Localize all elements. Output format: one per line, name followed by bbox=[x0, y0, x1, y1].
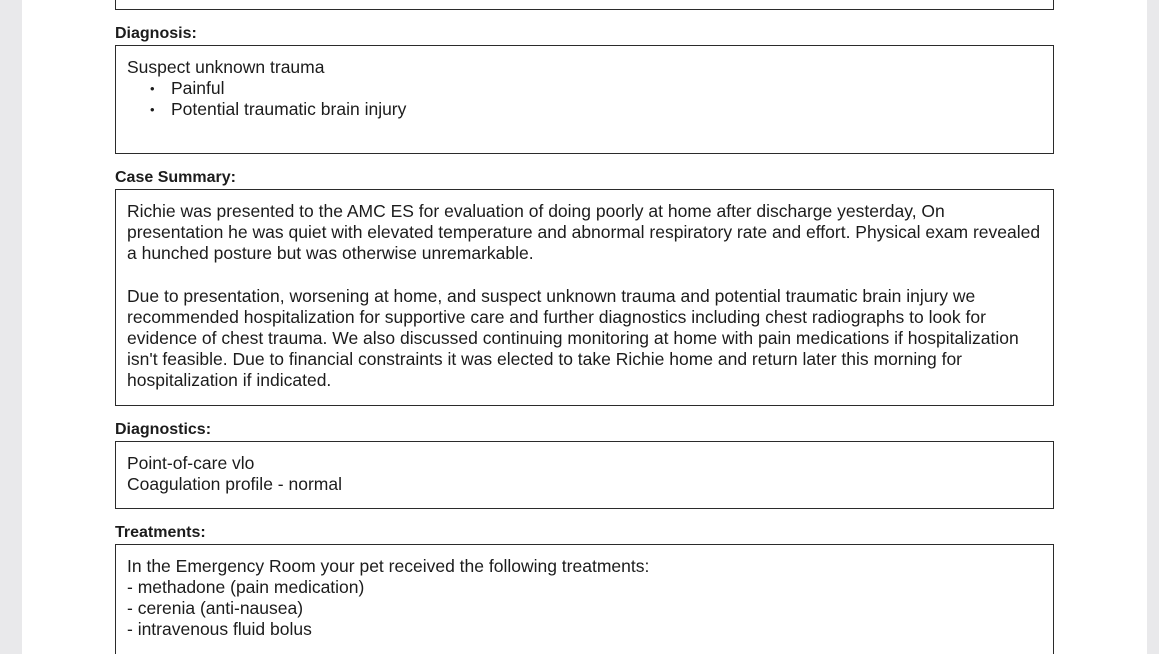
diagnosis-main: Suspect unknown trauma bbox=[127, 57, 325, 77]
diagnosis-label: Diagnosis: bbox=[115, 25, 197, 42]
case-summary-label: Case Summary: bbox=[115, 169, 236, 186]
diagnostics-box bbox=[115, 441, 1054, 509]
previous-section-box bbox=[115, 0, 1054, 10]
diagnosis-bullet-list bbox=[127, 78, 1042, 120]
case-summary-paragraph: Due to presentation, worsening at home, and suspect unknown trauma and potential traumatic brain injury we recommended hospitalization for supportive care and further diagnostics including chest radiographs to look for evidence of chest trauma. We also discussed continuing monitoring at home with pain medications if hospitalization isn't feasible. Due to financial constraints it was elected to take Richie home and return later this morning for hospitalization if indicated. bbox=[127, 286, 1019, 390]
treatments-box bbox=[115, 544, 1054, 654]
treatments-label: Treatments: bbox=[115, 524, 206, 541]
diagnosis-bullet: • Potential traumatic brain injury bbox=[127, 99, 1042, 120]
diagnosis-box bbox=[115, 45, 1054, 154]
treatments-line: - methadone (pain medication) bbox=[127, 577, 365, 597]
diagnostics-label: Diagnostics: bbox=[115, 421, 212, 438]
treatments-line: - intravenous fluid bolus bbox=[127, 619, 312, 639]
diagnostics-line: Point-of-care vlo bbox=[127, 453, 255, 473]
case-summary-paragraph: Richie was presented to the AMC ES for evaluation of doing poorly at home after discharge yesterday, On presentation he was quiet with elevated temperature and abnormal respiratory rate and effort. Physical exam revealed a hunched posture but was otherwise unremarkable. bbox=[127, 201, 1041, 263]
treatments-line: In the Emergency Room your pet received the following treatments: bbox=[127, 556, 650, 576]
case-summary-box bbox=[115, 189, 1054, 406]
treatments-line: - cerenia (anti-nausea) bbox=[127, 598, 304, 618]
diagnosis-bullet: • Painful bbox=[127, 78, 1042, 99]
diagnostics-line: Coagulation profile - normal bbox=[127, 474, 342, 494]
document-page bbox=[22, 0, 1147, 654]
